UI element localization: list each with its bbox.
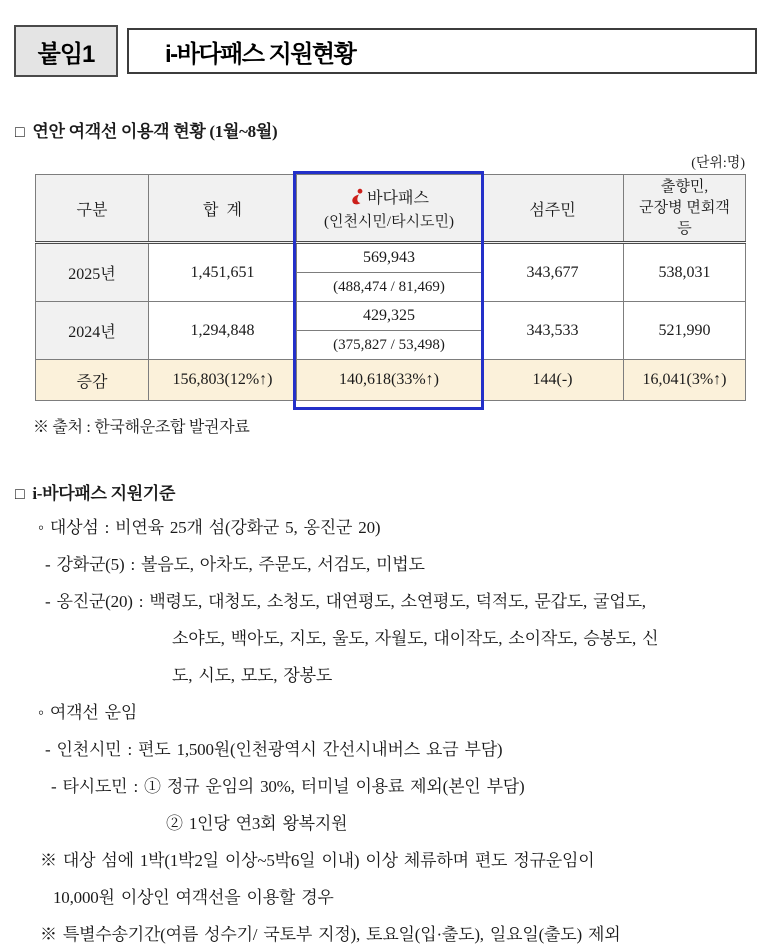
badapass-subtitle: (인천시민/타시도민) xyxy=(323,214,455,230)
usage-section-heading xyxy=(15,117,780,142)
row-change xyxy=(36,360,746,401)
col-header-visitors xyxy=(624,175,746,243)
unit-note: (단위:명) xyxy=(691,156,745,171)
visitors-2024: 521,990 xyxy=(624,302,746,360)
document-title: i-바다패스 지원현황 xyxy=(127,28,757,74)
i-badapass-logo-icon xyxy=(349,188,364,206)
attachment-badge: 붙임1 xyxy=(14,25,118,77)
criteria-ganghwa: - 강화군(5) : 볼음도, 아차도, 주문도, 서검도, 미법도 xyxy=(45,555,425,574)
square-bullet-icon: □ xyxy=(15,124,25,141)
visitors-line2: 군장병 면회객 xyxy=(639,199,730,216)
row-label-change: 증감 xyxy=(36,360,149,401)
total-2025: 1,451,651 xyxy=(149,243,297,302)
badapass-2024: 429,325 xyxy=(297,302,482,331)
note-stay-condition-2: 10,000원 이상인 여객선을 이용할 경우 xyxy=(53,888,334,907)
col-header-total: 합 계 xyxy=(149,175,297,243)
note-stay-condition-1: ※ 대상 섬에 1박(1박2일 이상~5박6일 이내) 이상 체류하며 편도 정규운임이 xyxy=(40,851,595,870)
badapass-title: 바다패스 xyxy=(367,190,429,207)
document-header xyxy=(14,25,757,77)
col-header-badapass xyxy=(297,175,482,243)
table-header-row xyxy=(36,175,746,243)
total-change: 156,803(12%↑) xyxy=(149,360,297,401)
col-header-islanders: 섬주민 xyxy=(482,175,624,243)
badapass-2025: 569,943 xyxy=(297,243,482,273)
row-label-2025: 2025년 xyxy=(36,243,149,302)
row-2024 xyxy=(36,302,746,331)
visitors-line1: 출향민, xyxy=(660,178,709,195)
square-bullet-icon: □ xyxy=(15,486,25,503)
document-page xyxy=(0,25,780,944)
criteria-ongjin-line3: 도, 시도, 모도, 장봉도 xyxy=(172,666,333,685)
criteria-lines xyxy=(0,517,780,946)
criteria-incheon-citizen: - 인천시민 : 편도 1,500원(인천광역시 간선시내버스 요금 부담) xyxy=(45,740,503,759)
visitors-change: 16,041(3%↑) xyxy=(624,360,746,401)
criteria-section-title: i-바다패스 지원기준 xyxy=(32,484,176,503)
usage-table xyxy=(35,174,746,401)
criteria-fare-heading: ◦ 여객선 운임 xyxy=(38,703,138,722)
visitors-2025: 538,031 xyxy=(624,243,746,302)
islanders-change: 144(-) xyxy=(482,360,624,401)
badapass-2025-detail: (488,474 / 81,469) xyxy=(297,273,482,302)
criteria-other-citizen-1: - 타시도민 : ① 정규 운임의 30%, 터미널 이용료 제외(본인 부담) xyxy=(51,777,525,796)
islanders-2025: 343,677 xyxy=(482,243,624,302)
note-exclusion: ※ 특별수송기간(여름 성수기/ 국토부 지정), 토요일(입·출도), 일요일(출도) 제외 xyxy=(40,925,621,944)
islanders-2024: 343,533 xyxy=(482,302,624,360)
criteria-target-islands: ◦ 대상섬 : 비연육 25개 섬(강화군 5, 옹진군 20) xyxy=(38,518,381,537)
source-note: ※ 출처 : 한국해운조합 발권자료 xyxy=(33,419,250,436)
usage-section-title: 연안 여객선 이용객 현황 (1월~8월) xyxy=(32,122,278,141)
total-2024: 1,294,848 xyxy=(149,302,297,360)
col-header-gubun: 구분 xyxy=(36,175,149,243)
row-label-2024: 2024년 xyxy=(36,302,149,360)
usage-table-wrap xyxy=(35,174,745,401)
row-2025 xyxy=(36,243,746,273)
criteria-section-heading xyxy=(15,479,780,504)
criteria-ongjin-line2: 소야도, 백아도, 지도, 울도, 자월도, 대이작도, 소이작도, 승봉도, 신 xyxy=(172,629,659,648)
badapass-2024-detail: (375,827 / 53,498) xyxy=(297,331,482,360)
criteria-other-citizen-2: ② 1인당 연3회 왕복지원 xyxy=(166,814,348,833)
visitors-line3: 등 xyxy=(677,220,692,237)
badapass-change: 140,618(33%↑) xyxy=(297,360,482,401)
criteria-ongjin-line1: - 옹진군(20) : 백령도, 대청도, 소청도, 대연평도, 소연평도, 덕적도, 문갑도, 굴업도, xyxy=(45,592,646,611)
